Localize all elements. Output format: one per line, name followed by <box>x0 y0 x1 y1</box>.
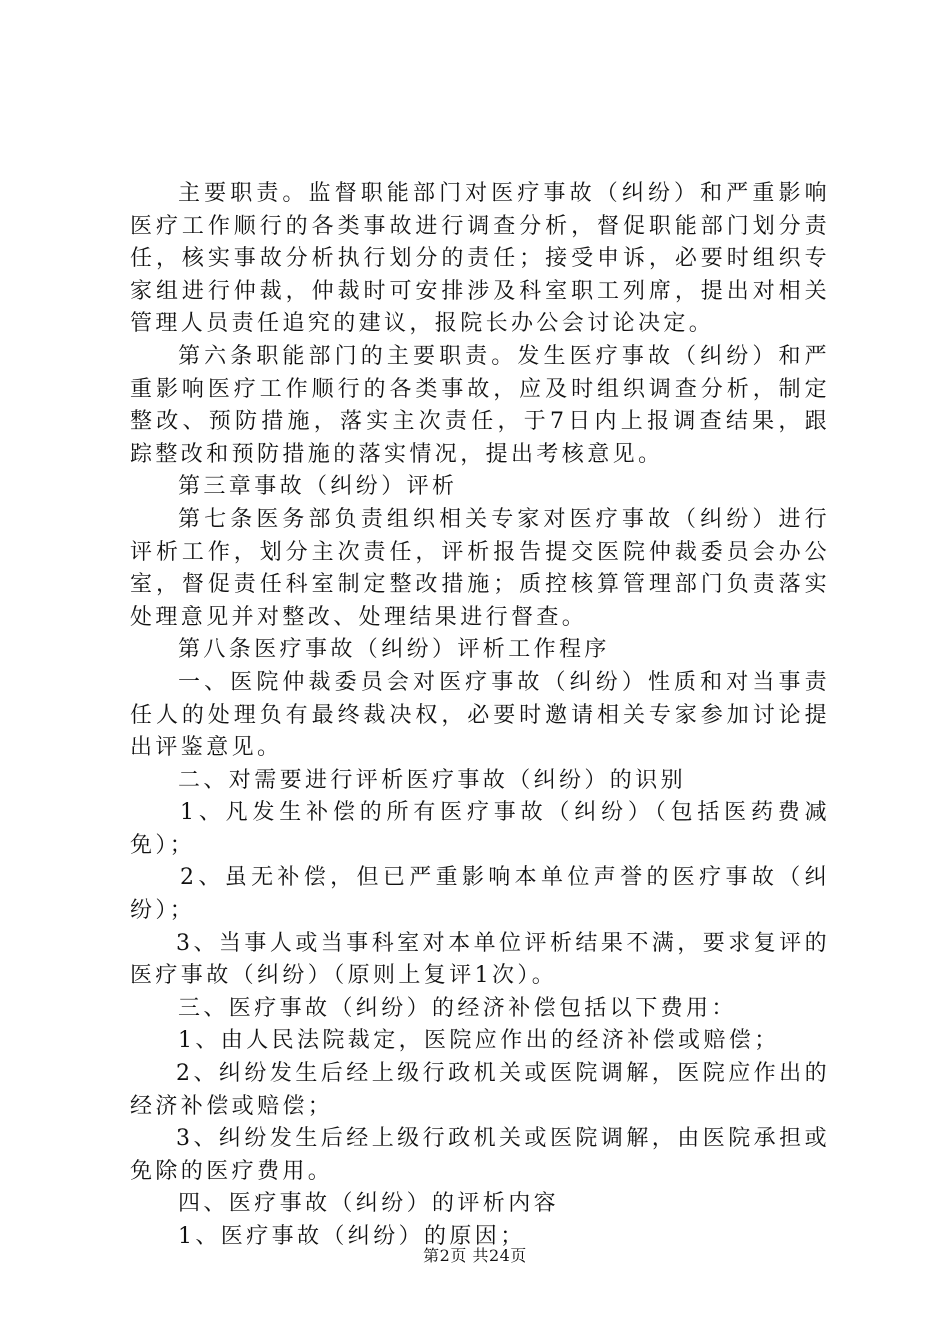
paragraph-article-6: 第六条职能部门的主要职责。发生医疗事故（纠纷）和严重影响医疗工作顺行的各类事故，应及时组织调查分析，制定整改、预防措施，落实主次责任，于7日内上报调查结果，跟踪整改和预防措施的落实情况，提出考核意见。 <box>130 343 830 467</box>
paragraph-item-3-2: 2、纠纷发生后经上级行政机关或医院调解，医院应作出的经济补偿或赔偿； <box>130 1061 830 1119</box>
paragraph-article-7: 第七条医务部负责组织相关专家对医疗事故（纠纷）进行评析工作，划分主次责任，评析报告提交医院仲裁委员会办公室，督促责任科室制定整改措施；质控核算管理部门负责落实处理意见并对整改、处理结果进行督查。 <box>130 506 830 630</box>
paragraph-item-2-3: 3、当事人或当事科室对本单位评析结果不满，要求复评的医疗事故（纠纷）（原则上复评1次）。 <box>130 930 830 989</box>
paragraph-item-3: 三、医疗事故（纠纷）的经济补偿包括以下费用： <box>178 995 737 1021</box>
document-body <box>130 178 830 1254</box>
paragraph-item-1: 一、医院仲裁委员会对医疗事故（纠纷）性质和对当事责任人的处理负有最终裁决权，必要时邀请相关专家参加讨论提出评鉴意见。 <box>130 669 830 761</box>
chapter-3-heading: 第三章事故（纠纷）评析 <box>178 474 458 500</box>
paragraph-article-8: 第八条医疗事故（纠纷）评析工作程序 <box>178 637 610 663</box>
paragraph-item-3-3: 3、纠纷发生后经上级行政机关或医院调解，由医院承担或免除的医疗费用。 <box>130 1126 830 1184</box>
page-number-footer: 第2页 共24页 <box>423 1246 527 1265</box>
paragraph-item-3-1: 1、由人民法院裁定，医院应作出的经济补偿或赔偿； <box>178 1028 780 1054</box>
paragraph-item-2-1: 1、凡发生补偿的所有医疗事故（纠纷）（包括医药费减免）； <box>130 800 830 858</box>
paragraph-item-4: 四、医疗事故（纠纷）的评析内容 <box>178 1191 560 1217</box>
paragraph-item-2: 二、对需要进行评析医疗事故（纠纷）的识别 <box>178 767 687 793</box>
paragraph-main-duties: 主要职责。监督职能部门对医疗事故（纠纷）和严重影响医疗工作顺行的各类事故进行调查分析，督促职能部门划分责任，核实事故分析执行划分的责任；接受申诉，必要时组织专家组进行仲裁，仲裁时可安排涉及科室职工列席，提出对相关管理人员责任追究的建议，报院长办公会讨论决定。 <box>130 181 830 337</box>
paragraph-item-4-1: 1、医疗事故（纠纷）的原因； <box>178 1224 526 1249</box>
paragraph-item-2-2: 2、虽无补偿，但已严重影响本单位声誉的医疗事故（纠纷）； <box>130 865 830 924</box>
